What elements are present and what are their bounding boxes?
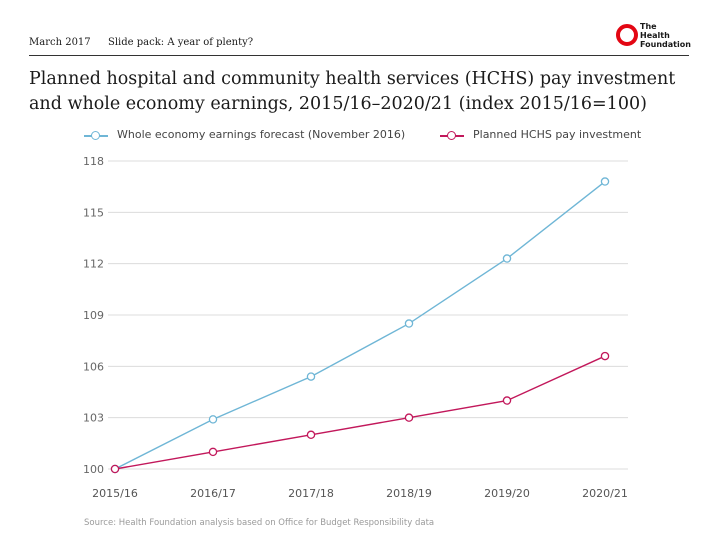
x-tick-label: 2016/17 (190, 487, 236, 500)
y-tick-label: 100 (83, 463, 104, 476)
y-tick-label: 109 (83, 309, 104, 322)
logo-text: The Health Foundation (640, 22, 691, 49)
x-tick-label: 2018/19 (386, 487, 432, 500)
y-tick-label: 106 (83, 360, 104, 374)
y-tick-label: 103 (83, 411, 104, 425)
chart-title: Planned hospital and community health services (HCHS) pay investment and whole economy earnings, 2015/16–2020/21 (index 2015/16=100) (29, 69, 676, 114)
y-tick-label: 118 (83, 155, 104, 168)
legend-label-hchs: Planned HCHS pay investment (473, 128, 642, 141)
x-tick-label: 2015/16 (92, 487, 138, 500)
x-tick-label: 2020/21 (582, 487, 628, 500)
series-line-1 (115, 356, 605, 469)
data-point (111, 465, 118, 472)
data-point (405, 414, 412, 421)
header-date: March 2017 (29, 37, 91, 48)
data-point (503, 255, 510, 262)
header-slide-pack: Slide pack: A year of plenty? (108, 37, 254, 48)
x-tick-label: 2017/18 (288, 487, 334, 500)
legend-label-earnings: Whole economy earnings forecast (November 2016) (117, 128, 406, 141)
data-point (601, 178, 608, 185)
source-note: Source: Health Foundation analysis based on Office for Budget Responsibility data (84, 518, 435, 528)
data-point (307, 373, 314, 380)
data-point (209, 416, 216, 423)
data-point (601, 352, 608, 359)
data-point (209, 448, 216, 455)
data-point (405, 320, 412, 327)
data-point (307, 431, 314, 438)
y-tick-label: 115 (83, 206, 104, 220)
data-point (503, 397, 510, 404)
y-tick-label: 112 (83, 257, 104, 271)
x-tick-label: 2019/20 (484, 487, 530, 500)
